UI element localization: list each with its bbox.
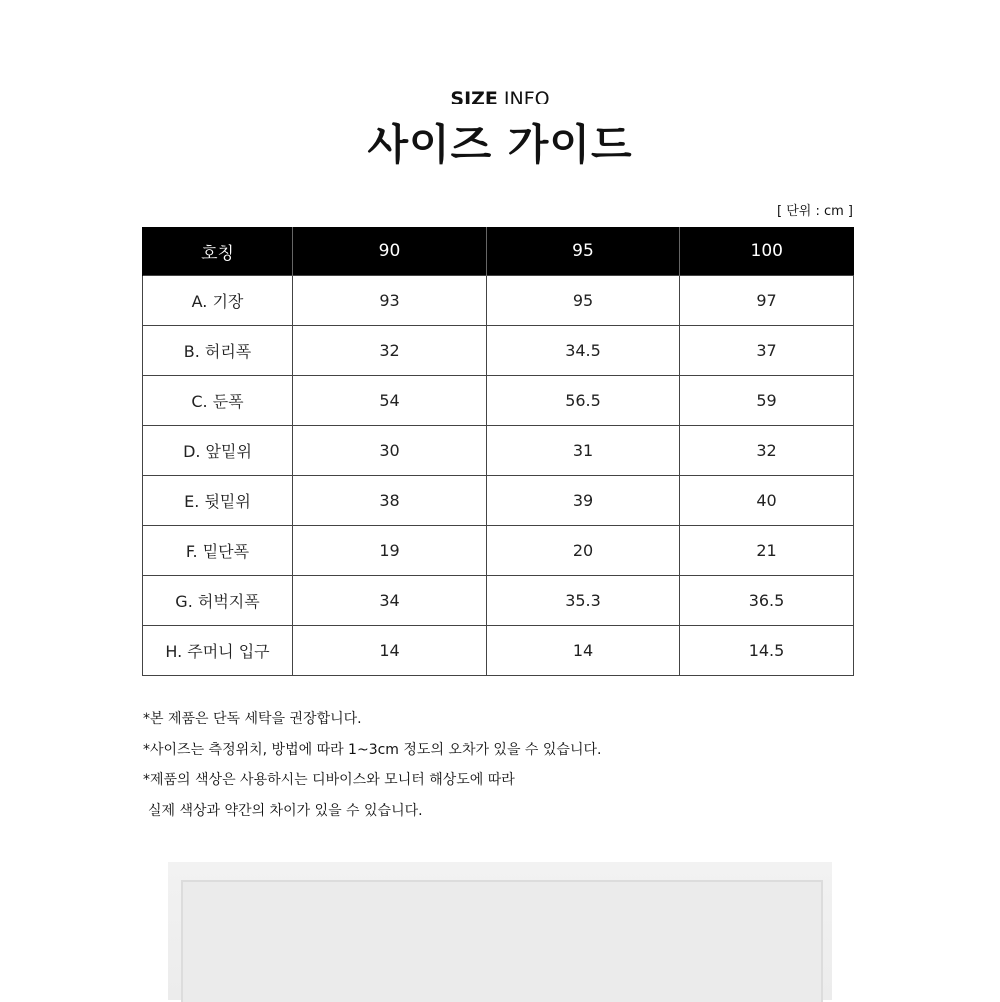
table-row: [143, 626, 854, 676]
row-value: 19: [293, 526, 487, 576]
header-cell-100: 100: [680, 227, 854, 276]
size-info-eyebrow: [0, 82, 1000, 104]
row-label: H. 주머니 입구: [143, 626, 293, 676]
table-row: [143, 576, 854, 626]
row-value: 21: [680, 526, 854, 576]
eyebrow-bold-text: SIZE: [450, 88, 498, 104]
row-value: 34: [293, 576, 487, 626]
row-value: 31: [487, 426, 680, 476]
row-value: 36.5: [680, 576, 854, 626]
row-label: F. 밑단폭: [143, 526, 293, 576]
row-value: 95: [487, 276, 680, 326]
row-value: 38: [293, 476, 487, 526]
table-row: [143, 376, 854, 426]
row-label: E. 뒷밑위: [143, 476, 293, 526]
table-row: [143, 426, 854, 476]
row-label: C. 둔폭: [143, 376, 293, 426]
note-line: *제품의 색상은 사용하시는 디바이스와 모니터 해상도에 따라: [143, 772, 515, 788]
row-value: 20: [487, 526, 680, 576]
header-cell-90: 90: [293, 227, 487, 276]
header-cell-95: 95: [487, 227, 680, 276]
row-value: 39: [487, 476, 680, 526]
row-value: 59: [680, 376, 854, 426]
page-title: 사이즈 가이드: [367, 120, 633, 169]
row-value: 35.3: [487, 576, 680, 626]
row-value: 34.5: [487, 326, 680, 376]
table-row: [143, 276, 854, 326]
row-value: 37: [680, 326, 854, 376]
row-value: 54: [293, 376, 487, 426]
table-row: [143, 526, 854, 576]
row-label: D. 앞밑위: [143, 426, 293, 476]
table-row: [143, 326, 854, 376]
table-header-row: [143, 227, 854, 276]
eyebrow-light-text: INFO: [503, 88, 550, 104]
row-value: 32: [293, 326, 487, 376]
size-table: [142, 227, 854, 676]
row-value: 30: [293, 426, 487, 476]
row-value: 97: [680, 276, 854, 326]
product-image-placeholder: [181, 880, 823, 1002]
header-cell-label: 호칭: [143, 227, 293, 276]
row-label: B. 허리폭: [143, 326, 293, 376]
care-notes: [143, 704, 601, 826]
row-value: 40: [680, 476, 854, 526]
row-value: 14: [487, 626, 680, 676]
row-value: 93: [293, 276, 487, 326]
row-value: 14: [293, 626, 487, 676]
row-label: A. 기장: [143, 276, 293, 326]
note-line: *사이즈는 측정위치, 방법에 따라 1~3cm 정도의 오차가 있을 수 있습니다.: [143, 741, 602, 758]
unit-label: [ 단위 : cm ]: [777, 204, 853, 219]
table-row: [143, 476, 854, 526]
note-line: *본 제품은 단독 세탁을 권장합니다.: [143, 711, 362, 727]
row-label: G. 허벅지폭: [143, 576, 293, 626]
row-value: 32: [680, 426, 854, 476]
note-line: 실제 색상과 약간의 차이가 있을 수 있습니다.: [148, 802, 423, 819]
row-value: 56.5: [487, 376, 680, 426]
row-value: 14.5: [680, 626, 854, 676]
